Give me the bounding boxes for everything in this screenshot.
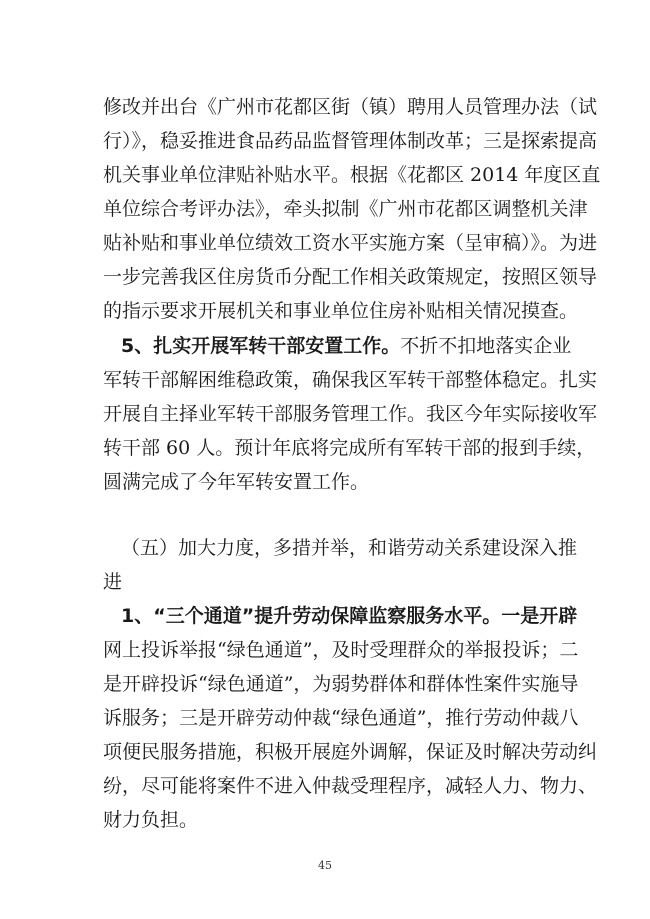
text-line: 是开辟投诉“绿色通道”，为弱势群体和群体性案件实施导	[103, 673, 579, 695]
item-text: 不折不扣地落实企业	[400, 335, 572, 357]
text-line: 一步完善我区住房货币分配工作相关政策规定，按照区领导	[103, 266, 598, 288]
text-line: 机关事业单位津贴补贴水平。根据《花都区 2014 年度区直	[103, 164, 601, 186]
text-line: 单位综合考评办法》，牵头拟制《广州市花都区调整机关津	[103, 198, 588, 220]
text-line: 诉服务；三是开辟劳动仲裁“绿色通道”，推行劳动仲裁八	[103, 707, 579, 729]
text-line: 军转干部解困维稳政策，确保我区军转干部整体稳定。扎实	[103, 369, 598, 391]
section-heading-line: 进	[103, 571, 123, 593]
text-line: 行）》，稳妥推进食品药品监督管理体制改革；三是探索提高	[103, 130, 598, 152]
item-text: 一是开辟	[501, 605, 578, 627]
text-line: 财力负担。	[103, 809, 199, 831]
text-line	[121, 333, 572, 359]
text-line: 项便民服务措施，积极开展庭外调解，保证及时解决劳动纠	[103, 741, 598, 763]
text-line: 网上投诉举报“绿色通道”，及时受理群众的举报投诉；二	[103, 639, 579, 661]
section-heading-line: （五）加大力度，多措并举，和谐劳动关系建设深入推	[121, 537, 578, 559]
text-line: 圆满完成了今年军转安置工作。	[103, 471, 370, 493]
text-line: 开展自主择业军转干部服务管理工作。我区今年实际接收军	[103, 403, 598, 425]
text-line: 纷，尽可能将案件不进入仲裁受理程序，减轻人力、物力、	[103, 775, 598, 797]
text-line: 贴补贴和事业单位绩效工资水平实施方案（呈审稿）》。为进	[103, 232, 598, 254]
text-line: 转干部 60 人。预计年底将完成所有军转干部的报到手续，	[103, 437, 596, 459]
text-line: 的指示要求开展机关和事业单位住房补贴相关情况摸查。	[103, 300, 579, 322]
text-line: 修改并出台《广州市花都区街（镇）聘用人员管理办法（试	[103, 96, 598, 118]
page-number: 45	[318, 859, 332, 872]
item-heading: 5、扎实开展军转干部安置工作。	[121, 335, 401, 357]
text-line	[121, 603, 578, 629]
item-heading: 1、“三个通道”提升劳动保障监察服务水平。	[121, 605, 502, 627]
